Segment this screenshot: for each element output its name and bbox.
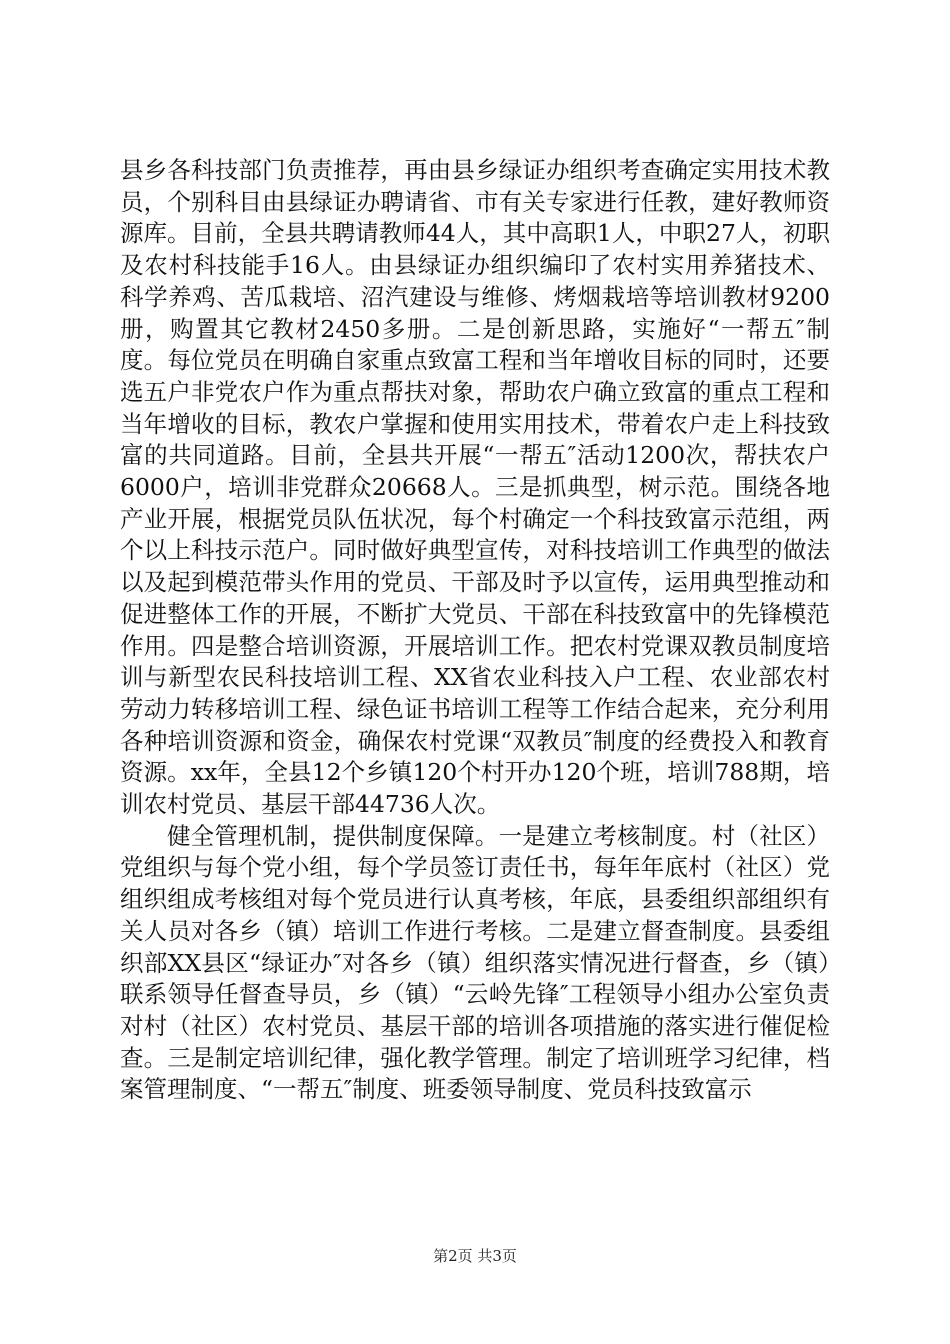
document-body (120, 155, 830, 1106)
paragraph-management-mechanism: 健全管理机制，提供制度保障。一是建立考核制度。村（社区）党组织与每个党小组，每个学员签订责任书，每年年底村（社区）党组织组成考核组对每个党员进行认真考核，年底，县委组织部组织有关人员对各乡（镇）培训工作进行考核。二是建立督查制度。县委组织部XX县区“绿证办″对各乡（镇）组织落实情况进行督查，乡（镇）联系领导任督查导员，乡（镇）“云岭先锋″工程领导小组办公室负责对村（社区）农村党员、基层干部的培训各项措施的落实进行催促检查。三是制定培训纪律，强化教学管理。制定了培训班学习纪律，档案管理制度、“一帮五″制度、班委领导制度、党员科技致富示 (120, 821, 830, 1104)
paragraph-training-resources: 县乡各科技部门负责推荐，再由县乡绿证办组织考查确定实用技术教员，个别科目由县绿证办聘请省、市有关专家进行任教，建好教师资源库。目前，全县共聘请教师44人，其中高职1人，中职27人，初职及农村科技能手16人。由县绿证办组织编印了农村实用养猪技术、科学养鸡、苦瓜栽培、沼汽建设与维修、烤烟栽培等培训教材9200册，购置其它教材2450多册。二是创新思路，实施好“一帮五″制度。每位党员在明确自家重点致富工程和当年增收目标的同时，还要选五户非党农户作为重点帮扶对象，帮助农户确立致富的重点工程和当年增收的目标，教农户掌握和使用实用技术，带着农户走上科技致富的共同道路。目前，全县共开展“一帮五″活动1200次，帮扶农户6000户，培训非党群众20668人。三是抓典型，树示范。围绕各地产业开展，根据党员队伍状况，每个村确定一个科技致富示范组，两个以上科技示范户。同时做好典型宣传，对科技培训工作典型的做法以及起到模范带头作用的党员、干部及时予以宣传，运用典型推动和促进整体工作的开展，不断扩大党员、干部在科技致富中的先锋模范作用。四是整合培训资源，开展培训工作。把农村党课双教员制度培训与新型农民科技培训工程、XX省农业科技入户工程、农业部农村劳动力转移培训工程、绿色证书培训工程等工作结合起来，充分利用各种培训资源和资金，确保农村党课“双教员″制度的经费投入和教育资源。xx年，全县12个乡镇120个村开办120个班，培训788期，培训农村党员、基层干部44736人次。 (120, 156, 830, 819)
page-number-footer: 第2页 共3页 (433, 1247, 517, 1265)
